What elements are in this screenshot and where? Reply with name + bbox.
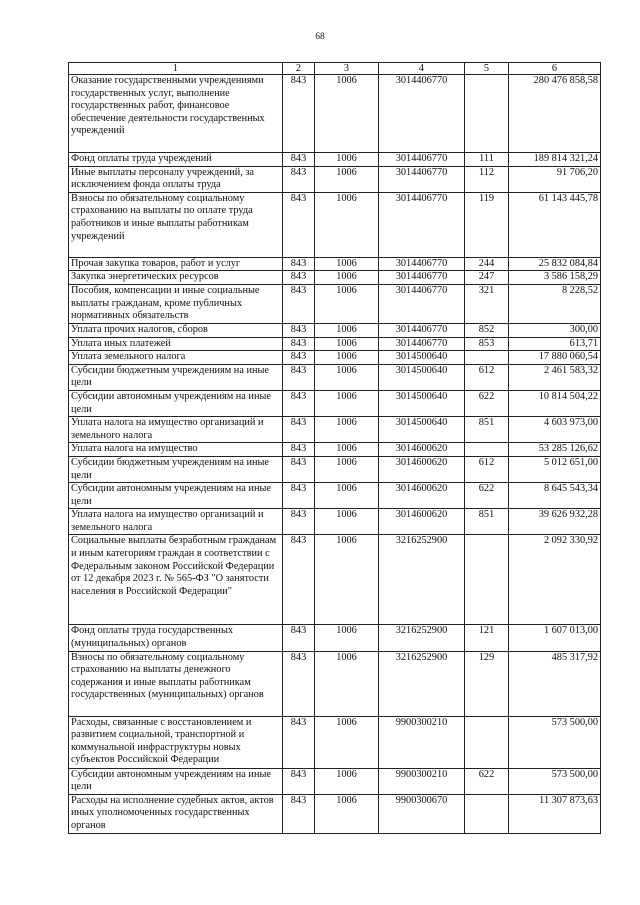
row-code-cell: 843 [283,166,315,192]
row-target-cell: 3014500640 [379,364,465,390]
row-section-cell: 1006 [315,716,379,768]
table-row [69,456,601,482]
row-name-cell: Расходы на исполнение судебных актов, актов иных уполномоченных государственных органов [69,794,283,833]
table-row [69,390,601,416]
row-code-cell: 843 [283,257,315,271]
row-code-cell: 843 [283,75,315,153]
row-name-cell: Пособия, компенсации и иные социальные выплаты гражданам, кроме публичных нормативных обязательств [69,284,283,323]
row-section-cell: 1006 [315,456,379,482]
row-type-cell: 852 [465,323,509,337]
row-amount-cell: 2 092 330,92 [509,535,601,625]
row-amount-cell: 10 814 504,22 [509,390,601,416]
row-section-cell: 1006 [315,192,379,257]
row-section-cell: 1006 [315,257,379,271]
row-name-cell: Субсидии автономным учреждениям на иные цели [69,483,283,509]
row-name-cell: Взносы по обязательному социальному страхованию на выплаты по оплате труда работников и иные выплаты работникам учреждений [69,192,283,257]
table-header-row [69,63,601,75]
header-col-1: 1 [69,63,283,75]
row-code-cell: 843 [283,271,315,285]
row-target-cell: 3014600620 [379,443,465,457]
row-name-cell: Уплата налога на имущество [69,443,283,457]
row-amount-cell: 25 832 084,84 [509,257,601,271]
row-amount-cell: 2 461 583,32 [509,364,601,390]
row-amount-cell: 189 814 321,24 [509,153,601,167]
row-type-cell: 612 [465,364,509,390]
row-name-cell: Субсидии автономным учреждениям на иные цели [69,390,283,416]
page-number: 68 [315,32,325,42]
row-section-cell: 1006 [315,153,379,167]
row-type-cell [465,443,509,457]
row-type-cell: 622 [465,483,509,509]
row-name-cell: Социальные выплаты безработным гражданам и иным категориям граждан в соответствии с Федеральным законом Российской Федерации от 12 декабря 2023 г. № 565-ФЗ "О занятости населения в Российской Федерации" [69,535,283,625]
row-target-cell: 9900300210 [379,768,465,794]
row-section-cell: 1006 [315,364,379,390]
row-type-cell: 247 [465,271,509,285]
table-row [69,794,601,833]
row-name-cell: Фонд оплаты труда учреждений [69,153,283,167]
row-code-cell: 843 [283,323,315,337]
row-type-cell: 622 [465,768,509,794]
row-name-cell: Уплата иных платежей [69,337,283,351]
header-col-3: 3 [315,63,379,75]
row-target-cell: 3014600620 [379,509,465,535]
row-section-cell: 1006 [315,351,379,365]
table-row [69,443,601,457]
row-type-cell: 622 [465,390,509,416]
row-section-cell: 1006 [315,794,379,833]
row-name-cell: Уплата земельного налога [69,351,283,365]
row-amount-cell: 53 285 126,62 [509,443,601,457]
row-name-cell: Фонд оплаты труда государственных (муниципальных) органов [69,625,283,651]
row-name-cell: Уплата налога на имущество организаций и земельного налога [69,509,283,535]
row-code-cell: 843 [283,351,315,365]
row-amount-cell: 8 645 543,34 [509,483,601,509]
row-amount-cell: 11 307 873,63 [509,794,601,833]
row-name-cell: Прочая закупка товаров, работ и услуг [69,257,283,271]
row-name-cell: Уплата прочих налогов, сборов [69,323,283,337]
row-amount-cell: 4 603 973,00 [509,417,601,443]
row-code-cell: 843 [283,417,315,443]
row-name-cell: Субсидии бюджетным учреждениям на иные цели [69,364,283,390]
row-type-cell: 851 [465,417,509,443]
row-section-cell: 1006 [315,284,379,323]
row-section-cell: 1006 [315,337,379,351]
row-name-cell: Субсидии бюджетным учреждениям на иные цели [69,456,283,482]
row-section-cell: 1006 [315,323,379,337]
row-amount-cell: 3 586 158,29 [509,271,601,285]
table-row [69,651,601,716]
row-type-cell: 121 [465,625,509,651]
row-section-cell: 1006 [315,625,379,651]
row-target-cell: 3014406770 [379,153,465,167]
table-row [69,535,601,625]
row-target-cell: 3014406770 [379,323,465,337]
row-target-cell: 9900300670 [379,794,465,833]
row-code-cell: 843 [283,768,315,794]
table-row [69,284,601,323]
row-name-cell: Взносы по обязательному социальному страхованию на выплаты денежного содержания и иные выплаты работникам государственных (муниципальных) органов [69,651,283,716]
row-amount-cell: 17 880 060,54 [509,351,601,365]
row-amount-cell: 39 626 932,28 [509,509,601,535]
table-row [69,153,601,167]
row-code-cell: 843 [283,651,315,716]
header-col-6: 6 [509,63,601,75]
row-section-cell: 1006 [315,651,379,716]
row-code-cell: 843 [283,625,315,651]
row-type-cell [465,75,509,153]
header-col-5: 5 [465,63,509,75]
row-section-cell: 1006 [315,75,379,153]
row-target-cell: 3014406770 [379,192,465,257]
row-name-cell: Иные выплаты персоналу учреждений, за исключением фонда оплаты труда [69,166,283,192]
row-section-cell: 1006 [315,768,379,794]
row-code-cell: 843 [283,535,315,625]
row-section-cell: 1006 [315,390,379,416]
row-code-cell: 843 [283,716,315,768]
row-amount-cell: 613,71 [509,337,601,351]
table-row [69,509,601,535]
row-code-cell: 843 [283,456,315,482]
row-section-cell: 1006 [315,443,379,457]
table-row [69,716,601,768]
table-row [69,625,601,651]
row-section-cell: 1006 [315,535,379,625]
row-code-cell: 843 [283,509,315,535]
budget-table [68,62,601,834]
row-section-cell: 1006 [315,483,379,509]
row-amount-cell: 573 500,00 [509,716,601,768]
row-amount-cell: 91 706,20 [509,166,601,192]
table-row [69,417,601,443]
row-code-cell: 843 [283,153,315,167]
table-row [69,337,601,351]
row-target-cell: 3014406770 [379,257,465,271]
row-code-cell: 843 [283,337,315,351]
table-row [69,323,601,337]
row-code-cell: 843 [283,390,315,416]
row-name-cell: Уплата налога на имущество организаций и земельного налога [69,417,283,443]
row-target-cell: 3014406770 [379,75,465,153]
header-col-2: 2 [283,63,315,75]
row-target-cell: 3014500640 [379,351,465,365]
row-name-cell: Расходы, связанные с восстановлением и развитием социальной, транспортной и коммунальной инфраструктуры новых субъектов Российской Федерации [69,716,283,768]
row-section-cell: 1006 [315,417,379,443]
row-type-cell: 321 [465,284,509,323]
row-type-cell: 112 [465,166,509,192]
row-code-cell: 843 [283,794,315,833]
row-target-cell: 3216252900 [379,625,465,651]
row-type-cell: 853 [465,337,509,351]
table-row [69,166,601,192]
row-target-cell: 3014406770 [379,271,465,285]
row-amount-cell: 485 317,92 [509,651,601,716]
row-type-cell [465,794,509,833]
row-target-cell: 3014600620 [379,456,465,482]
table-row [69,271,601,285]
row-name-cell: Оказание государственными учреждениями государственных услуг, выполнение государственных работ, финансовое обеспечение деятельности государственных учреждений [69,75,283,153]
header-col-4: 4 [379,63,465,75]
row-amount-cell: 280 476 858,58 [509,75,601,153]
row-code-cell: 843 [283,443,315,457]
row-code-cell: 843 [283,284,315,323]
table-row [69,75,601,153]
row-section-cell: 1006 [315,509,379,535]
row-amount-cell: 300,00 [509,323,601,337]
row-target-cell: 3216252900 [379,651,465,716]
row-type-cell [465,535,509,625]
row-code-cell: 843 [283,364,315,390]
row-type-cell [465,351,509,365]
row-target-cell: 9900300210 [379,716,465,768]
row-target-cell: 3014406770 [379,337,465,351]
row-section-cell: 1006 [315,166,379,192]
row-type-cell: 612 [465,456,509,482]
row-type-cell: 851 [465,509,509,535]
row-type-cell: 244 [465,257,509,271]
row-amount-cell: 61 143 445,78 [509,192,601,257]
row-code-cell: 843 [283,483,315,509]
table-row [69,351,601,365]
row-name-cell: Закупка энергетических ресурсов [69,271,283,285]
row-target-cell: 3014600620 [379,483,465,509]
row-target-cell: 3014500640 [379,417,465,443]
row-amount-cell: 1 607 013,00 [509,625,601,651]
row-target-cell: 3014406770 [379,284,465,323]
row-section-cell: 1006 [315,271,379,285]
table-row [69,192,601,257]
row-target-cell: 3216252900 [379,535,465,625]
row-target-cell: 3014406770 [379,166,465,192]
table-row [69,257,601,271]
row-amount-cell: 8 228,52 [509,284,601,323]
row-name-cell: Субсидии автономным учреждениям на иные цели [69,768,283,794]
row-type-cell: 129 [465,651,509,716]
table-row [69,768,601,794]
row-amount-cell: 573 500,00 [509,768,601,794]
row-type-cell: 119 [465,192,509,257]
row-type-cell: 111 [465,153,509,167]
row-type-cell [465,716,509,768]
table-row [69,364,601,390]
row-code-cell: 843 [283,192,315,257]
row-target-cell: 3014500640 [379,390,465,416]
table-row [69,483,601,509]
row-amount-cell: 5 012 651,00 [509,456,601,482]
